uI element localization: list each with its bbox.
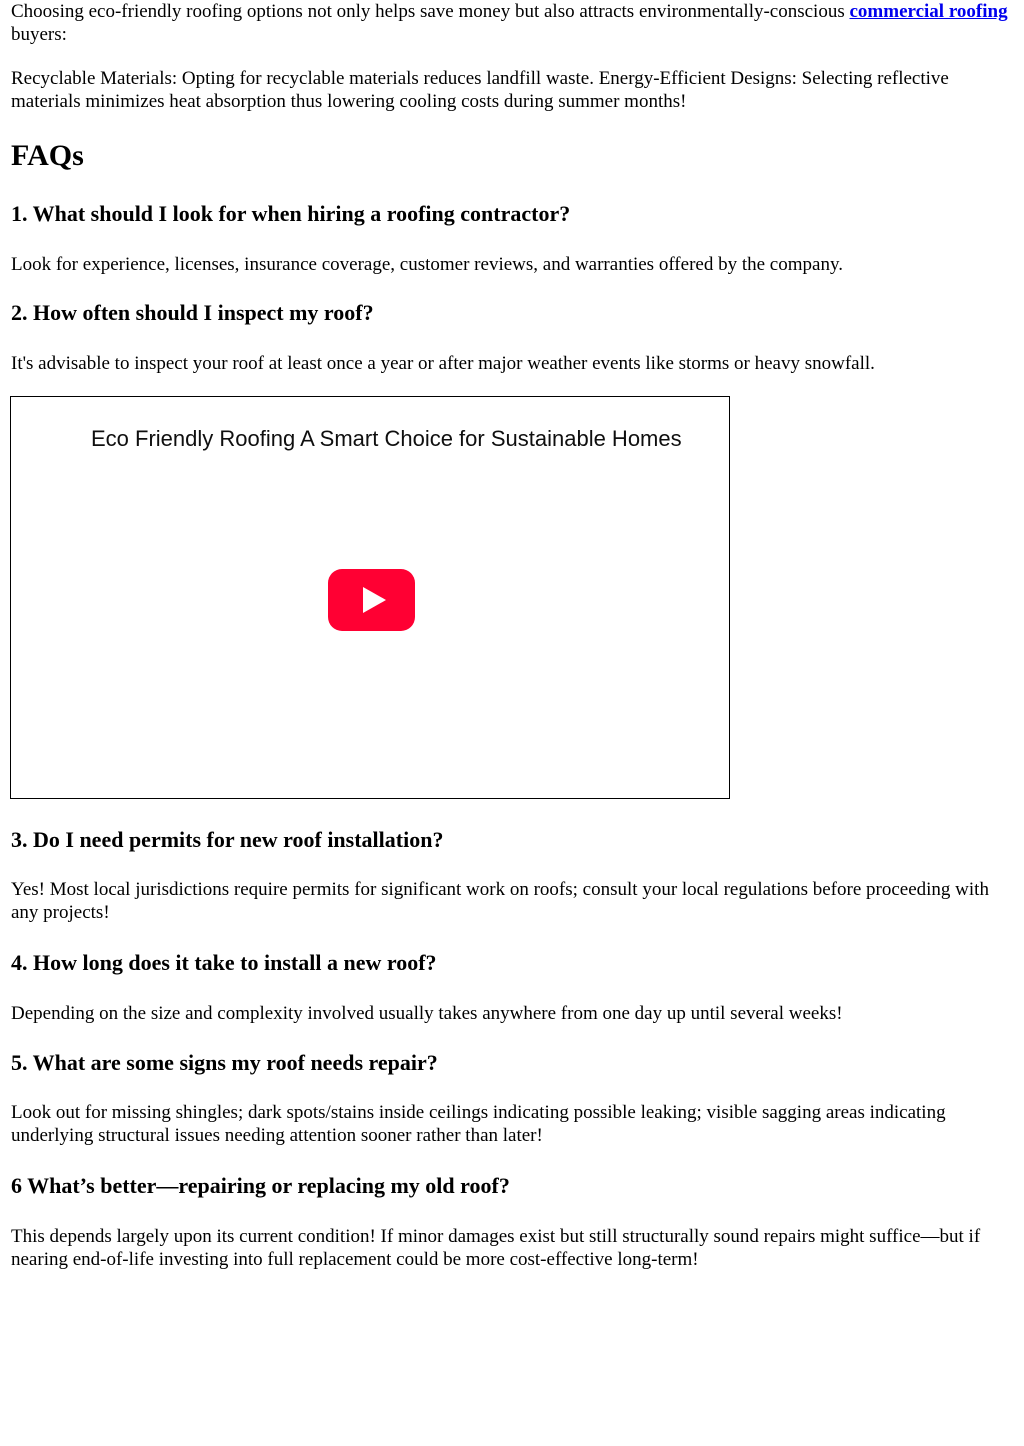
faq-answer-3: Yes! Most local jurisdictions require permits for significant work on roofs; consult your local regulations before proceeding with any projects! (11, 879, 989, 923)
commercial-roofing-link[interactable]: commercial roofing (849, 1, 1008, 22)
faq-answer-1: Look for experience, licenses, insurance coverage, customer reviews, and warranties offered by the company. (11, 254, 843, 275)
faq-question-4: 4. How long does it take to install a new roof? (11, 950, 437, 975)
video-title[interactable]: Eco Friendly Roofing A Smart Choice for Sustainable Homes (91, 426, 682, 451)
faq-question-1: 1. What should I look for when hiring a roofing contractor? (11, 201, 571, 226)
faq-question-5: 5. What are some signs my roof needs repair? (11, 1050, 438, 1075)
faq-question-3: 3. Do I need permits for new roof installation? (11, 827, 444, 852)
faq-heading: FAQs (11, 139, 84, 172)
faq-answer-6: This depends largely upon its current condition! If minor damages exist but still structurally sound repairs might suffice—but if nearing end-of-life investing into full replacement could be more cost-effective long-term! (11, 1226, 981, 1270)
intro-paragraph (11, 0, 1009, 46)
faq-answer-4: Depending on the size and complexity involved usually takes anywhere from one day up until several weeks! (11, 1003, 843, 1024)
materials-paragraph: Recyclable Materials: Opting for recyclable materials reduces landfill waste. Energy-Efficient Designs: Selecting reflective materials minimizes heat absorption thus lowering cooling costs during summer months! (11, 68, 949, 112)
faq-answer-2: It's advisable to inspect your roof at least once a year or after major weather events like storms or heavy snowfall. (11, 353, 875, 374)
faq-question-6: 6 What’s better—repairing or replacing my old roof? (11, 1173, 510, 1198)
intro-text-after: buyers: (11, 24, 67, 45)
faq-answer-5: Look out for missing shingles; dark spots/stains inside ceilings indicating possible leaking; visible sagging areas indicating underlying structural issues needing attention sooner rather than later! (11, 1102, 946, 1146)
youtube-play-icon[interactable] (328, 569, 415, 631)
faq-question-2: 2. How often should I inspect my roof? (11, 300, 374, 325)
video-embed[interactable] (10, 396, 730, 799)
intro-text-before: Choosing eco-friendly roofing options not only helps save money but also attracts environmentally-conscious (11, 1, 850, 22)
